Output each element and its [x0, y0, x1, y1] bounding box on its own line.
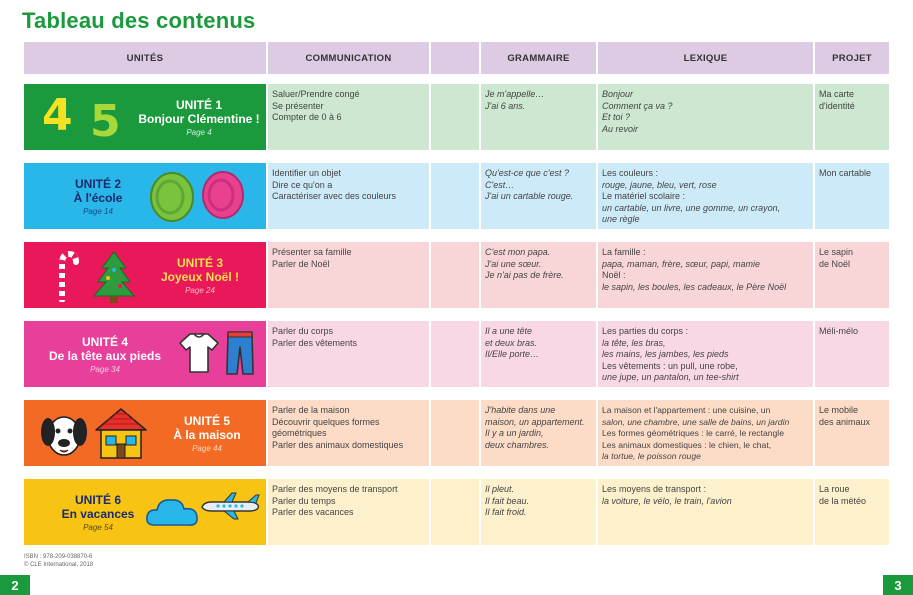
unit-label: UNITÉ 5	[183, 414, 230, 428]
text-line: Ma carte	[819, 89, 855, 99]
text-line: Le sapin	[819, 247, 854, 257]
unit-name: Bonjour Clémentine !	[138, 112, 260, 126]
header-empty	[431, 42, 479, 74]
unit-banner-1[interactable]	[24, 84, 266, 150]
text-line: Se présenter	[272, 100, 324, 111]
text-line: Je m'appelle…	[485, 89, 545, 99]
unit-name: À l'école	[73, 191, 123, 205]
lexique-cell-6	[598, 479, 813, 545]
text-line: un cartable, un livre, une gomme, un crayon,	[602, 202, 781, 213]
house-icon	[94, 406, 148, 462]
text-line: la voiture, le vélo, le train, l'avion	[602, 495, 732, 506]
header-unites: UNITÉS	[24, 42, 266, 74]
text-line: de la météo	[819, 495, 867, 506]
text-line: salon, une chambre, une salle de bains, un jardin	[602, 416, 790, 427]
unit-page: Page 24	[185, 286, 215, 295]
text-line: Parler des vacances	[272, 507, 354, 518]
text-line: de Noël	[819, 258, 851, 269]
unit-label: UNITÉ 2	[74, 177, 121, 191]
text-line: Les moyens de transport :	[602, 484, 707, 494]
header-grammaire: GRAMMAIRE	[481, 42, 596, 74]
empty-cell-6	[431, 479, 479, 545]
unit-name: De la tête aux pieds	[48, 349, 162, 363]
grammaire-cell-6	[481, 479, 596, 545]
unit-page: Page 54	[83, 523, 113, 532]
text-line: J'ai un cartable rouge.	[485, 191, 574, 202]
text-line: Comment ça va ?	[602, 100, 673, 111]
text-line: Compter de 0 à 6	[272, 112, 342, 123]
text-line: Le matériel scolaire :	[602, 191, 686, 202]
text-line: le sapin, les boules, les cadeaux, le Père Noël	[602, 281, 787, 292]
unit-page: Page 44	[192, 444, 222, 453]
text-line: Parler des moyens de transport	[272, 484, 398, 494]
text-line: Dire ce qu'on a	[272, 179, 333, 190]
christmas-tree-icon	[92, 248, 136, 304]
text-line: rouge, jaune, bleu, vert, rose	[602, 179, 717, 190]
number-four-icon: 4	[42, 90, 73, 141]
text-line: C'est mon papa.	[485, 247, 551, 257]
empty-cell-2	[431, 163, 479, 229]
text-line: et deux bras.	[485, 337, 538, 348]
lexique-cell-5	[598, 400, 813, 466]
unit-label: UNITÉ 6	[74, 493, 121, 507]
text-line: La famille :	[602, 247, 646, 257]
lexique-cell-1	[598, 84, 813, 150]
header-communication: COMMUNICATION	[268, 42, 429, 74]
text-line: Les formes géométriques : le carré, le rectangle	[602, 428, 784, 439]
grammaire-cell-3	[481, 242, 596, 308]
text-line: J'ai une sœur.	[485, 258, 542, 269]
unit-name: Joyeux Noël !	[160, 270, 240, 284]
unit-page: Page 4	[186, 128, 212, 137]
text-line: Saluer/Prendre congé	[272, 89, 360, 99]
text-line: Les animaux domestiques : le chien, le chat,	[602, 439, 772, 450]
unit-text	[152, 414, 262, 453]
unit-text	[136, 256, 264, 295]
text-line: Parler des animaux domestiques	[272, 439, 404, 450]
communication-cell-1	[268, 84, 429, 150]
unit-label: UNITÉ 3	[176, 256, 223, 270]
text-line: Les vêtements : un pull, une robe,	[602, 360, 738, 371]
unit-page: Page 14	[83, 207, 113, 216]
text-line: Parler du temps	[272, 495, 336, 506]
tshirt-icon	[178, 331, 220, 375]
page-title: Tableau des contenus	[22, 8, 256, 33]
unit-text	[32, 177, 164, 216]
text-line: La roue	[819, 484, 850, 494]
unit-banner-2[interactable]	[24, 163, 266, 229]
unit-text	[30, 335, 180, 374]
color-blobs-icon	[148, 167, 260, 225]
grammaire-cell-4	[481, 321, 596, 387]
empty-cell-3	[431, 242, 479, 308]
text-line: Présenter sa famille	[272, 247, 352, 257]
candy-cane-icon	[54, 250, 80, 302]
page-number-left: 2	[0, 575, 30, 595]
communication-cell-6	[268, 479, 429, 545]
text-line: Il/Elle porte…	[485, 349, 540, 360]
airplane-icon	[198, 491, 262, 521]
communication-cell-3	[268, 242, 429, 308]
projet-cell-1	[815, 84, 889, 150]
text-line: Qu'est-ce que c'est ?	[485, 168, 569, 178]
text-line: Il pleut.	[485, 484, 515, 494]
unit-banner-5[interactable]	[24, 400, 266, 466]
text-line: Il a une tête	[485, 326, 533, 336]
unit-banner-3[interactable]	[24, 242, 266, 308]
trousers-icon	[224, 329, 256, 377]
lexique-cell-2	[598, 163, 813, 229]
unit-label: UNITÉ 1	[175, 98, 222, 112]
grammaire-cell-1	[481, 84, 596, 150]
text-line: Il fait beau.	[485, 495, 530, 506]
empty-cell-1	[431, 84, 479, 150]
text-line: Parler de la maison	[272, 405, 350, 415]
text-line: Noël :	[602, 270, 626, 281]
text-line: Parler de Noël	[272, 258, 330, 269]
text-line: Parler du corps	[272, 326, 334, 336]
text-line: d'identité	[819, 100, 855, 111]
unit-banner-6[interactable]	[24, 479, 266, 545]
text-line: Au revoir	[602, 123, 639, 134]
text-line: maison, un appartement.	[485, 416, 585, 427]
text-line: Il y a un jardin,	[485, 428, 544, 439]
text-line: Parler des vêtements	[272, 337, 358, 348]
copyright-text: © CLE International, 2018	[24, 562, 94, 568]
header-lexique: LEXIQUE	[598, 42, 813, 74]
text-line: Caractériser avec des couleurs	[272, 191, 397, 202]
text-line: Identifier un objet	[272, 168, 342, 178]
text-line: les mains, les jambes, les pieds	[602, 349, 729, 360]
unit-name: À la maison	[173, 428, 241, 442]
number-five-icon: 5	[90, 96, 121, 147]
unit-page: Page 34	[90, 365, 120, 374]
unit-text	[132, 98, 266, 137]
text-line: Les parties du corps :	[602, 326, 689, 336]
unit-name: En vacances	[61, 507, 135, 521]
text-line: Les couleurs :	[602, 168, 659, 178]
text-line: Découvrir quelques formes	[272, 416, 380, 427]
dog-icon	[40, 408, 88, 460]
empty-cell-5	[431, 400, 479, 466]
grammaire-cell-2	[481, 163, 596, 229]
lexique-cell-3	[598, 242, 813, 308]
text-line: Mon cartable	[819, 168, 872, 178]
text-line: Et toi ?	[602, 112, 631, 123]
text-line: géométriques	[272, 428, 327, 439]
text-line: Le mobile	[819, 405, 859, 415]
text-line: la tortue, le poisson rouge	[602, 451, 701, 462]
text-line: une jupe, un pantalon, un tee-shirt	[602, 372, 739, 383]
text-line: la tête, les bras,	[602, 337, 666, 348]
communication-cell-5	[268, 400, 429, 466]
projet-cell-6	[815, 479, 889, 545]
text-line: J'ai 6 ans.	[485, 100, 526, 111]
projet-cell-2	[815, 163, 889, 229]
projet-cell-3	[815, 242, 889, 308]
text-line: C'est…	[485, 179, 515, 190]
text-line: Il fait froid.	[485, 507, 527, 518]
text-line: J'habite dans une	[485, 405, 556, 415]
text-line: Je n'ai pas de frère.	[485, 270, 564, 281]
text-line: des animaux	[819, 416, 871, 427]
header-projet: PROJET	[815, 42, 889, 74]
communication-cell-4	[268, 321, 429, 387]
empty-cell-4	[431, 321, 479, 387]
unit-label: UNITÉ 4	[81, 335, 128, 349]
communication-cell-2	[268, 163, 429, 229]
isbn-text: ISBN : 978-209-038870-6	[24, 554, 93, 560]
text-line: La maison et l'appartement : une cuisine, un	[602, 405, 771, 415]
lexique-cell-4	[598, 321, 813, 387]
page-number-right: 3	[883, 575, 913, 595]
text-line: Méli-mélo	[819, 326, 859, 336]
grammaire-cell-5	[481, 400, 596, 466]
cloud-icon	[144, 493, 200, 531]
projet-cell-5	[815, 400, 889, 466]
projet-cell-4	[815, 321, 889, 387]
text-line: papa, maman, frère, sœur, papi, mamie	[602, 258, 761, 269]
text-line: deux chambres.	[485, 439, 550, 450]
unit-banner-4[interactable]	[24, 321, 266, 387]
text-line: une règle	[602, 214, 640, 225]
text-line: Bonjour	[602, 89, 634, 99]
